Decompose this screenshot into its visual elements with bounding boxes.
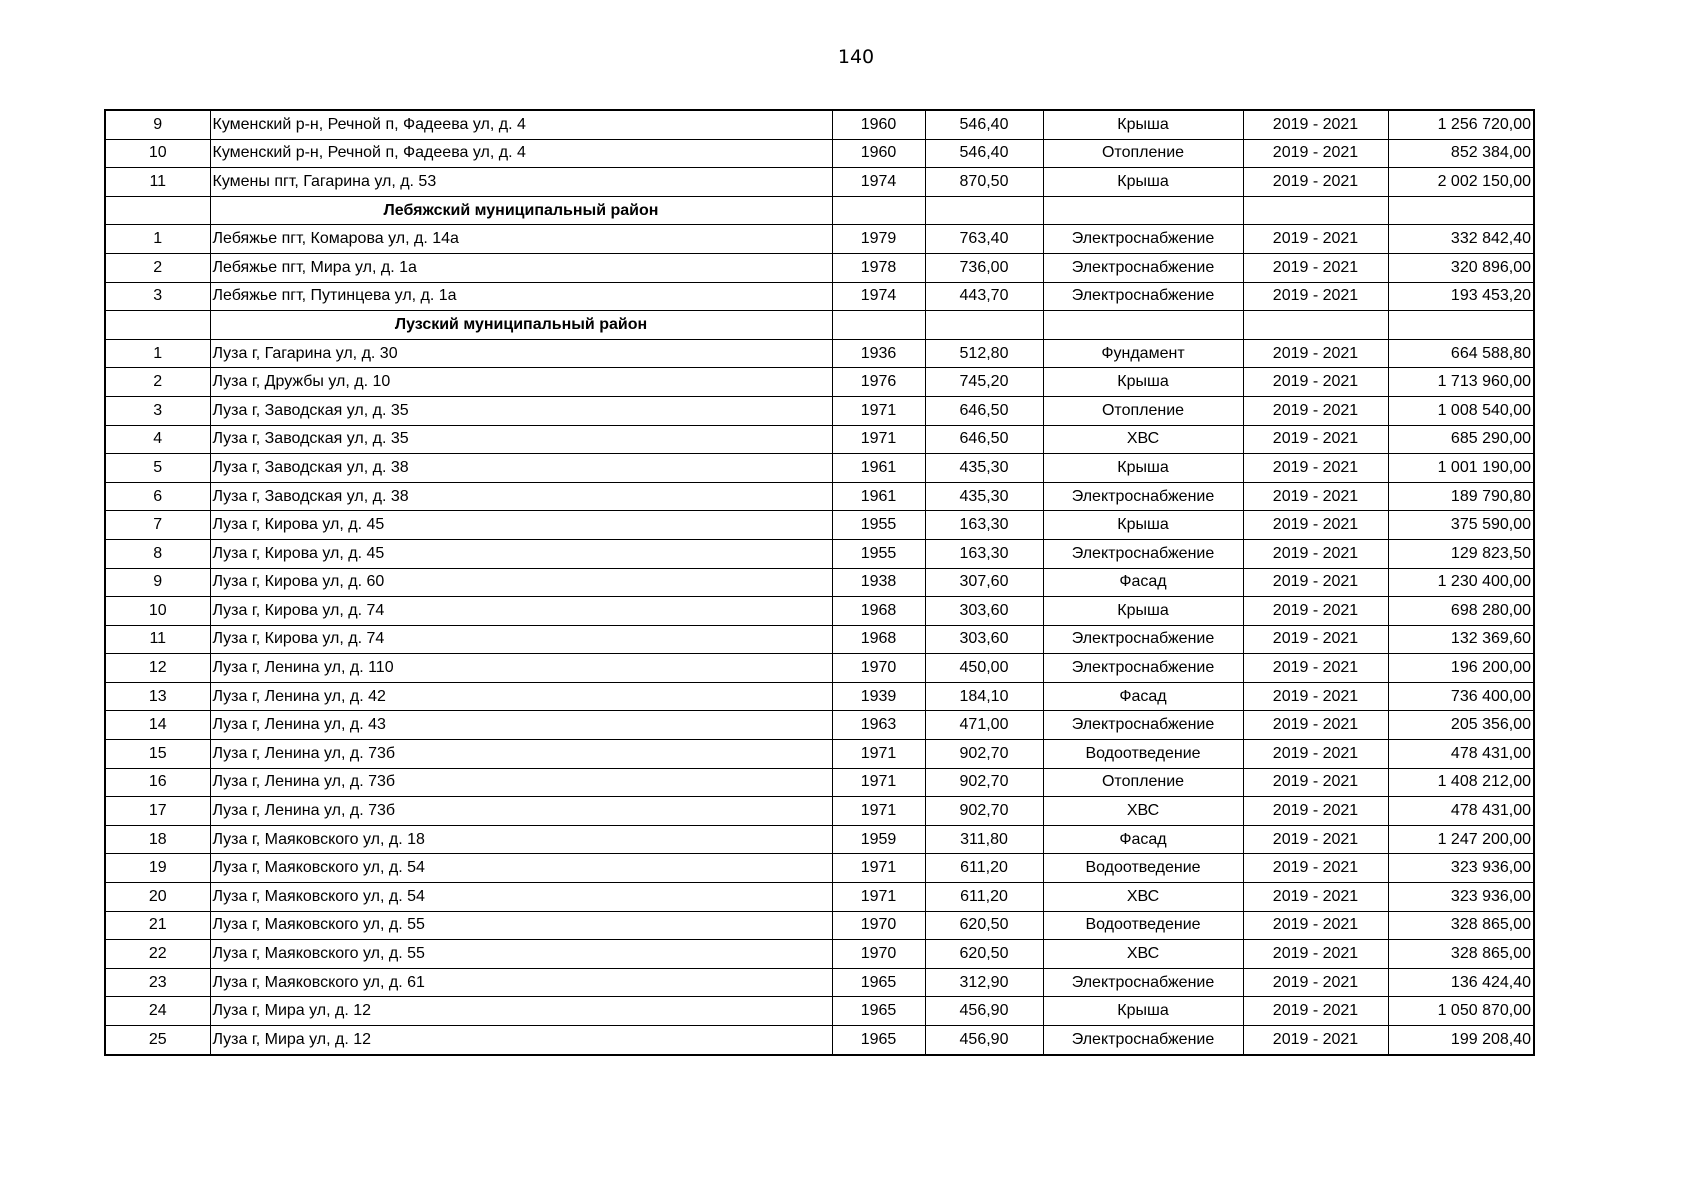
work-type-cell: ХВС [1043, 797, 1243, 826]
table-row [105, 511, 1534, 540]
period-cell: 2019 - 2021 [1243, 854, 1388, 883]
address-cell: Луза г, Ленина ул, д. 42 [210, 682, 832, 711]
year-cell: 1963 [832, 711, 925, 740]
year-cell: 1965 [832, 997, 925, 1026]
table-row [105, 139, 1534, 168]
period-cell: 2019 - 2021 [1243, 168, 1388, 197]
empty-cell [1388, 311, 1534, 340]
cost-cell: 323 936,00 [1388, 854, 1534, 883]
area-cell: 902,70 [925, 768, 1043, 797]
period-cell: 2019 - 2021 [1243, 225, 1388, 254]
area-cell: 620,50 [925, 940, 1043, 969]
address-cell: Луза г, Ленина ул, д. 73б [210, 797, 832, 826]
area-cell: 611,20 [925, 854, 1043, 883]
address-cell: Луза г, Мира ул, д. 12 [210, 997, 832, 1026]
address-cell: Луза г, Маяковского ул, д. 55 [210, 911, 832, 940]
work-type-cell: Крыша [1043, 168, 1243, 197]
table-row [105, 539, 1534, 568]
address-cell: Луза г, Ленина ул, д. 73б [210, 740, 832, 769]
section-row [105, 196, 1534, 225]
cost-cell: 852 384,00 [1388, 139, 1534, 168]
year-cell: 1970 [832, 940, 925, 969]
address-cell: Луза г, Ленина ул, д. 43 [210, 711, 832, 740]
period-cell: 2019 - 2021 [1243, 768, 1388, 797]
row-number: 11 [105, 625, 210, 654]
period-cell: 2019 - 2021 [1243, 968, 1388, 997]
address-cell: Лебяжье пгт, Комарова ул, д. 14а [210, 225, 832, 254]
empty-cell [1043, 196, 1243, 225]
row-number: 3 [105, 396, 210, 425]
table-row [105, 396, 1534, 425]
address-cell: Лебяжье пгт, Мира ул, д. 1а [210, 253, 832, 282]
empty-cell [1243, 196, 1388, 225]
row-number: 23 [105, 968, 210, 997]
row-number: 17 [105, 797, 210, 826]
period-cell: 2019 - 2021 [1243, 825, 1388, 854]
empty-cell [832, 311, 925, 340]
period-cell: 2019 - 2021 [1243, 597, 1388, 626]
empty-cell [105, 311, 210, 340]
work-type-cell: Электроснабжение [1043, 968, 1243, 997]
address-cell: Луза г, Заводская ул, д. 38 [210, 454, 832, 483]
table-row [105, 711, 1534, 740]
period-cell: 2019 - 2021 [1243, 425, 1388, 454]
address-cell: Луза г, Кирова ул, д. 74 [210, 625, 832, 654]
area-cell: 303,60 [925, 597, 1043, 626]
table-row [105, 168, 1534, 197]
table-row [105, 854, 1534, 883]
address-cell: Луза г, Маяковского ул, д. 55 [210, 940, 832, 969]
row-number: 12 [105, 654, 210, 683]
year-cell: 1960 [832, 110, 925, 139]
cost-cell: 1 008 540,00 [1388, 396, 1534, 425]
address-cell: Куменский р-н, Речной п, Фадеева ул, д. 4 [210, 110, 832, 139]
year-cell: 1976 [832, 368, 925, 397]
period-cell: 2019 - 2021 [1243, 568, 1388, 597]
cost-cell: 199 208,40 [1388, 1026, 1534, 1055]
cost-cell: 136 424,40 [1388, 968, 1534, 997]
period-cell: 2019 - 2021 [1243, 482, 1388, 511]
work-type-cell: Фасад [1043, 825, 1243, 854]
work-type-cell: Крыша [1043, 110, 1243, 139]
period-cell: 2019 - 2021 [1243, 797, 1388, 826]
period-cell: 2019 - 2021 [1243, 911, 1388, 940]
row-number: 16 [105, 768, 210, 797]
area-cell: 902,70 [925, 740, 1043, 769]
table-row [105, 740, 1534, 769]
year-cell: 1961 [832, 454, 925, 483]
table-row [105, 883, 1534, 912]
empty-cell [925, 196, 1043, 225]
cost-cell: 1 247 200,00 [1388, 825, 1534, 854]
cost-cell: 196 200,00 [1388, 654, 1534, 683]
area-cell: 184,10 [925, 682, 1043, 711]
row-number: 2 [105, 368, 210, 397]
empty-cell [1043, 311, 1243, 340]
work-type-cell: Водоотведение [1043, 740, 1243, 769]
table-row [105, 253, 1534, 282]
table-row [105, 968, 1534, 997]
address-cell: Луза г, Маяковского ул, д. 54 [210, 883, 832, 912]
work-type-cell: Водоотведение [1043, 854, 1243, 883]
cost-cell: 375 590,00 [1388, 511, 1534, 540]
period-cell: 2019 - 2021 [1243, 711, 1388, 740]
work-type-cell: Электроснабжение [1043, 625, 1243, 654]
area-cell: 546,40 [925, 139, 1043, 168]
period-cell: 2019 - 2021 [1243, 682, 1388, 711]
address-cell: Луза г, Дружбы ул, д. 10 [210, 368, 832, 397]
cost-cell: 1 001 190,00 [1388, 454, 1534, 483]
address-cell: Луза г, Кирова ул, д. 45 [210, 511, 832, 540]
period-cell: 2019 - 2021 [1243, 253, 1388, 282]
row-number: 24 [105, 997, 210, 1026]
address-cell: Луза г, Ленина ул, д. 110 [210, 654, 832, 683]
work-type-cell: Крыша [1043, 368, 1243, 397]
row-number: 20 [105, 883, 210, 912]
year-cell: 1968 [832, 625, 925, 654]
period-cell: 2019 - 2021 [1243, 454, 1388, 483]
address-cell: Луза г, Маяковского ул, д. 18 [210, 825, 832, 854]
address-cell: Лебяжье пгт, Путинцева ул, д. 1а [210, 282, 832, 311]
address-cell: Луза г, Заводская ул, д. 35 [210, 425, 832, 454]
work-type-cell: Электроснабжение [1043, 1026, 1243, 1055]
cost-cell: 205 356,00 [1388, 711, 1534, 740]
period-cell: 2019 - 2021 [1243, 997, 1388, 1026]
period-cell: 2019 - 2021 [1243, 339, 1388, 368]
cost-cell: 1 050 870,00 [1388, 997, 1534, 1026]
period-cell: 2019 - 2021 [1243, 511, 1388, 540]
work-type-cell: Электроснабжение [1043, 225, 1243, 254]
area-cell: 456,90 [925, 1026, 1043, 1055]
year-cell: 1971 [832, 883, 925, 912]
year-cell: 1939 [832, 682, 925, 711]
work-type-cell: Электроснабжение [1043, 539, 1243, 568]
work-type-cell: Электроснабжение [1043, 654, 1243, 683]
year-cell: 1974 [832, 282, 925, 311]
year-cell: 1971 [832, 797, 925, 826]
row-number: 6 [105, 482, 210, 511]
address-cell: Куменский р-н, Речной п, Фадеева ул, д. 4 [210, 139, 832, 168]
year-cell: 1971 [832, 768, 925, 797]
row-number: 22 [105, 940, 210, 969]
table-row [105, 568, 1534, 597]
table-row [105, 425, 1534, 454]
work-type-cell: ХВС [1043, 940, 1243, 969]
year-cell: 1961 [832, 482, 925, 511]
work-type-cell: Крыша [1043, 997, 1243, 1026]
area-cell: 646,50 [925, 425, 1043, 454]
empty-cell [1388, 196, 1534, 225]
year-cell: 1971 [832, 740, 925, 769]
cost-cell: 698 280,00 [1388, 597, 1534, 626]
area-cell: 745,20 [925, 368, 1043, 397]
year-cell: 1955 [832, 511, 925, 540]
row-number: 25 [105, 1026, 210, 1055]
address-cell: Луза г, Кирова ул, д. 60 [210, 568, 832, 597]
period-cell: 2019 - 2021 [1243, 368, 1388, 397]
table-row [105, 110, 1534, 139]
area-cell: 450,00 [925, 654, 1043, 683]
period-cell: 2019 - 2021 [1243, 282, 1388, 311]
table-row [105, 282, 1534, 311]
period-cell: 2019 - 2021 [1243, 110, 1388, 139]
address-cell: Луза г, Мира ул, д. 12 [210, 1026, 832, 1055]
period-cell: 2019 - 2021 [1243, 883, 1388, 912]
table-row [105, 997, 1534, 1026]
area-cell: 311,80 [925, 825, 1043, 854]
table-row [105, 911, 1534, 940]
year-cell: 1971 [832, 396, 925, 425]
address-cell: Луза г, Ленина ул, д. 73б [210, 768, 832, 797]
year-cell: 1955 [832, 539, 925, 568]
cost-cell: 1 408 212,00 [1388, 768, 1534, 797]
period-cell: 2019 - 2021 [1243, 1026, 1388, 1055]
work-type-cell: Отопление [1043, 768, 1243, 797]
address-cell: Луза г, Маяковского ул, д. 61 [210, 968, 832, 997]
address-cell: Луза г, Кирова ул, д. 45 [210, 539, 832, 568]
section-row [105, 311, 1534, 340]
area-cell: 435,30 [925, 482, 1043, 511]
cost-cell: 1 256 720,00 [1388, 110, 1534, 139]
row-number: 14 [105, 711, 210, 740]
work-type-cell: Электроснабжение [1043, 711, 1243, 740]
cost-cell: 736 400,00 [1388, 682, 1534, 711]
row-number: 13 [105, 682, 210, 711]
table-row [105, 454, 1534, 483]
period-cell: 2019 - 2021 [1243, 396, 1388, 425]
cost-cell: 332 842,40 [1388, 225, 1534, 254]
cost-cell: 320 896,00 [1388, 253, 1534, 282]
area-cell: 471,00 [925, 711, 1043, 740]
table-row [105, 825, 1534, 854]
year-cell: 1965 [832, 1026, 925, 1055]
row-number: 1 [105, 225, 210, 254]
year-cell: 1970 [832, 654, 925, 683]
cost-cell: 132 369,60 [1388, 625, 1534, 654]
row-number: 19 [105, 854, 210, 883]
area-cell: 163,30 [925, 511, 1043, 540]
work-type-cell: Электроснабжение [1043, 282, 1243, 311]
period-cell: 2019 - 2021 [1243, 654, 1388, 683]
cost-cell: 478 431,00 [1388, 797, 1534, 826]
work-type-cell: Крыша [1043, 454, 1243, 483]
cost-cell: 1 713 960,00 [1388, 368, 1534, 397]
area-cell: 902,70 [925, 797, 1043, 826]
table-row [105, 940, 1534, 969]
year-cell: 1960 [832, 139, 925, 168]
work-type-cell: ХВС [1043, 425, 1243, 454]
work-type-cell: Фасад [1043, 682, 1243, 711]
work-type-cell: Фундамент [1043, 339, 1243, 368]
empty-cell [832, 196, 925, 225]
year-cell: 1959 [832, 825, 925, 854]
period-cell: 2019 - 2021 [1243, 740, 1388, 769]
table-row [105, 225, 1534, 254]
period-cell: 2019 - 2021 [1243, 940, 1388, 969]
work-type-cell: Водоотведение [1043, 911, 1243, 940]
year-cell: 1971 [832, 854, 925, 883]
work-type-cell: Отопление [1043, 139, 1243, 168]
row-number: 21 [105, 911, 210, 940]
cost-cell: 685 290,00 [1388, 425, 1534, 454]
empty-cell [925, 311, 1043, 340]
area-cell: 435,30 [925, 454, 1043, 483]
row-number: 15 [105, 740, 210, 769]
work-type-cell: Крыша [1043, 511, 1243, 540]
year-cell: 1968 [832, 597, 925, 626]
table-row [105, 339, 1534, 368]
address-cell: Луза г, Маяковского ул, д. 54 [210, 854, 832, 883]
cost-cell: 328 865,00 [1388, 911, 1534, 940]
row-number: 10 [105, 139, 210, 168]
year-cell: 1978 [832, 253, 925, 282]
cost-cell: 478 431,00 [1388, 740, 1534, 769]
address-cell: Луза г, Гагарина ул, д. 30 [210, 339, 832, 368]
cost-cell: 664 588,80 [1388, 339, 1534, 368]
table-row [105, 768, 1534, 797]
area-cell: 307,60 [925, 568, 1043, 597]
empty-cell [1243, 311, 1388, 340]
year-cell: 1971 [832, 425, 925, 454]
section-title: Лузский муниципальный район [210, 311, 832, 340]
year-cell: 1965 [832, 968, 925, 997]
page-number: 140 [837, 46, 875, 68]
cost-cell: 129 823,50 [1388, 539, 1534, 568]
area-cell: 443,70 [925, 282, 1043, 311]
row-number: 8 [105, 539, 210, 568]
cost-cell: 193 453,20 [1388, 282, 1534, 311]
period-cell: 2019 - 2021 [1243, 139, 1388, 168]
work-type-cell: Электроснабжение [1043, 482, 1243, 511]
table-row [105, 1026, 1534, 1055]
address-cell: Кумены пгт, Гагарина ул, д. 53 [210, 168, 832, 197]
area-cell: 611,20 [925, 883, 1043, 912]
area-cell: 620,50 [925, 911, 1043, 940]
address-cell: Луза г, Заводская ул, д. 38 [210, 482, 832, 511]
area-cell: 646,50 [925, 396, 1043, 425]
cost-cell: 189 790,80 [1388, 482, 1534, 511]
year-cell: 1936 [832, 339, 925, 368]
row-number: 2 [105, 253, 210, 282]
row-number: 5 [105, 454, 210, 483]
row-number: 3 [105, 282, 210, 311]
table-row [105, 482, 1534, 511]
row-number: 18 [105, 825, 210, 854]
section-title: Лебяжский муниципальный район [210, 196, 832, 225]
area-cell: 736,00 [925, 253, 1043, 282]
year-cell: 1970 [832, 911, 925, 940]
period-cell: 2019 - 2021 [1243, 625, 1388, 654]
table-row [105, 597, 1534, 626]
row-number: 7 [105, 511, 210, 540]
row-number: 11 [105, 168, 210, 197]
year-cell: 1938 [832, 568, 925, 597]
cost-cell: 323 936,00 [1388, 883, 1534, 912]
work-type-cell: Фасад [1043, 568, 1243, 597]
table-row [105, 625, 1534, 654]
cost-cell: 328 865,00 [1388, 940, 1534, 969]
area-cell: 512,80 [925, 339, 1043, 368]
area-cell: 312,90 [925, 968, 1043, 997]
year-cell: 1974 [832, 168, 925, 197]
table-body [105, 110, 1534, 1055]
work-type-cell: Электроснабжение [1043, 253, 1243, 282]
row-number: 1 [105, 339, 210, 368]
area-cell: 163,30 [925, 539, 1043, 568]
year-cell: 1979 [832, 225, 925, 254]
area-cell: 870,50 [925, 168, 1043, 197]
area-cell: 456,90 [925, 997, 1043, 1026]
cost-cell: 1 230 400,00 [1388, 568, 1534, 597]
row-number: 4 [105, 425, 210, 454]
work-type-cell: Крыша [1043, 597, 1243, 626]
table-row [105, 368, 1534, 397]
table-row [105, 797, 1534, 826]
repair-program-table [104, 109, 1535, 1056]
empty-cell [105, 196, 210, 225]
work-type-cell: ХВС [1043, 883, 1243, 912]
address-cell: Луза г, Кирова ул, д. 74 [210, 597, 832, 626]
row-number: 10 [105, 597, 210, 626]
table-row [105, 654, 1534, 683]
work-type-cell: Отопление [1043, 396, 1243, 425]
area-cell: 546,40 [925, 110, 1043, 139]
area-cell: 303,60 [925, 625, 1043, 654]
row-number: 9 [105, 568, 210, 597]
row-number: 9 [105, 110, 210, 139]
address-cell: Луза г, Заводская ул, д. 35 [210, 396, 832, 425]
area-cell: 763,40 [925, 225, 1043, 254]
cost-cell: 2 002 150,00 [1388, 168, 1534, 197]
table-row [105, 682, 1534, 711]
period-cell: 2019 - 2021 [1243, 539, 1388, 568]
